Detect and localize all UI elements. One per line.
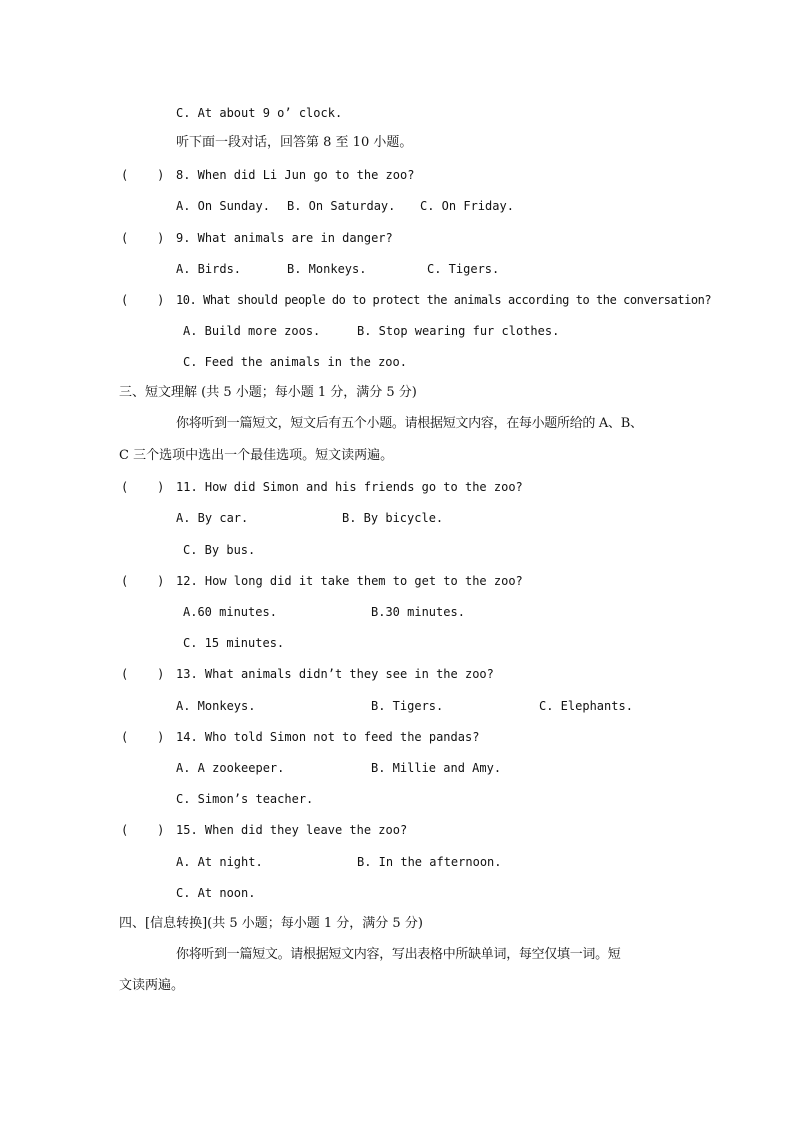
q9-option-b: B. Monkeys. [287, 262, 367, 276]
dialogue-instructions: 听下面一段对话，回答第 8 至 10 小题。 [176, 135, 413, 150]
question-14: 14. Who told Simon not to feed the pandas? [176, 730, 480, 744]
q12-option-c: C. 15 minutes. [183, 636, 285, 650]
section-4-instructions: 你将听到一篇短文。请根据短文内容，写出表格中所缺单词，每空仅填一词。短 [176, 947, 621, 962]
q10-option-a: A. Build more zoos. [183, 324, 321, 338]
question-8: 8. When did Li Jun go to the zoo? [176, 168, 415, 182]
answer-blank[interactable]: ( ) [121, 823, 165, 837]
section-4-instructions-cont: 文读两遍。 [119, 978, 185, 993]
q15-option-b: B. In the afternoon. [357, 855, 502, 869]
answer-blank[interactable]: ( ) [121, 231, 165, 245]
q11-option-b: B. By bicycle. [342, 511, 444, 525]
q8-option-a: A. On Sunday. [176, 199, 270, 213]
section-4-heading: 四、[信息转换](共 5 小题；每小题 1 分，满分 5 分) [119, 916, 423, 931]
q15-option-a: A. At night. [176, 855, 263, 869]
q9-option-c: C. Tigers. [427, 262, 500, 276]
q11-option-a: A. By car. [176, 511, 249, 525]
answer-blank[interactable]: ( ) [121, 168, 165, 182]
q14-option-c: C. Simon’s teacher. [176, 792, 314, 806]
question-10: 10. What should people do to protect the animals according to the conversation? [176, 293, 712, 307]
q14-option-b: B. Millie and Amy. [371, 761, 502, 775]
section-3-heading: 三、短文理解 (共 5 小题；每小题 1 分，满分 5 分) [119, 385, 417, 400]
q8-option-b: B. On Saturday. [287, 199, 396, 213]
q14-option-a: A. A zookeeper. [176, 761, 285, 775]
q10-option-b: B. Stop wearing fur clothes. [357, 324, 560, 338]
q8-option-c: C. On Friday. [420, 199, 514, 213]
answer-blank[interactable]: ( ) [121, 574, 165, 588]
answer-blank[interactable]: ( ) [121, 730, 165, 744]
q13-option-b: B. Tigers. [371, 699, 444, 713]
q9-option-a: A. Birds. [176, 262, 242, 276]
question-11: 11. How did Simon and his friends go to the zoo? [176, 480, 523, 494]
question-13: 13. What animals didn’t they see in the zoo? [176, 667, 494, 681]
q13-option-a: A. Monkeys. [176, 699, 256, 713]
section-3-instructions-cont: C 三个选项中选出一个最佳选项。短文读两遍。 [119, 448, 394, 463]
question-12: 12. How long did it take them to get to the zoo? [176, 574, 523, 588]
answer-blank[interactable]: ( ) [121, 480, 165, 494]
q10-option-c: C. Feed the animals in the zoo. [183, 355, 407, 369]
answer-blank[interactable]: ( ) [121, 293, 165, 307]
q13-option-c: C. Elephants. [539, 699, 633, 713]
question-15: 15. When did they leave the zoo? [176, 823, 408, 837]
answer-blank[interactable]: ( ) [121, 667, 165, 681]
question-9: 9. What animals are in danger? [176, 231, 393, 245]
section-3-instructions: 你将听到一篇短文，短文后有五个小题。请根据短文内容，在每小题所给的 A、B、 [176, 416, 643, 431]
q15-option-c: C. At noon. [176, 886, 256, 900]
q12-option-a: A.60 minutes. [183, 605, 277, 619]
q7-option-c: C. At about 9 o’ clock. [176, 106, 343, 120]
q11-option-c: C. By bus. [183, 543, 256, 557]
q12-option-b: B.30 minutes. [371, 605, 465, 619]
